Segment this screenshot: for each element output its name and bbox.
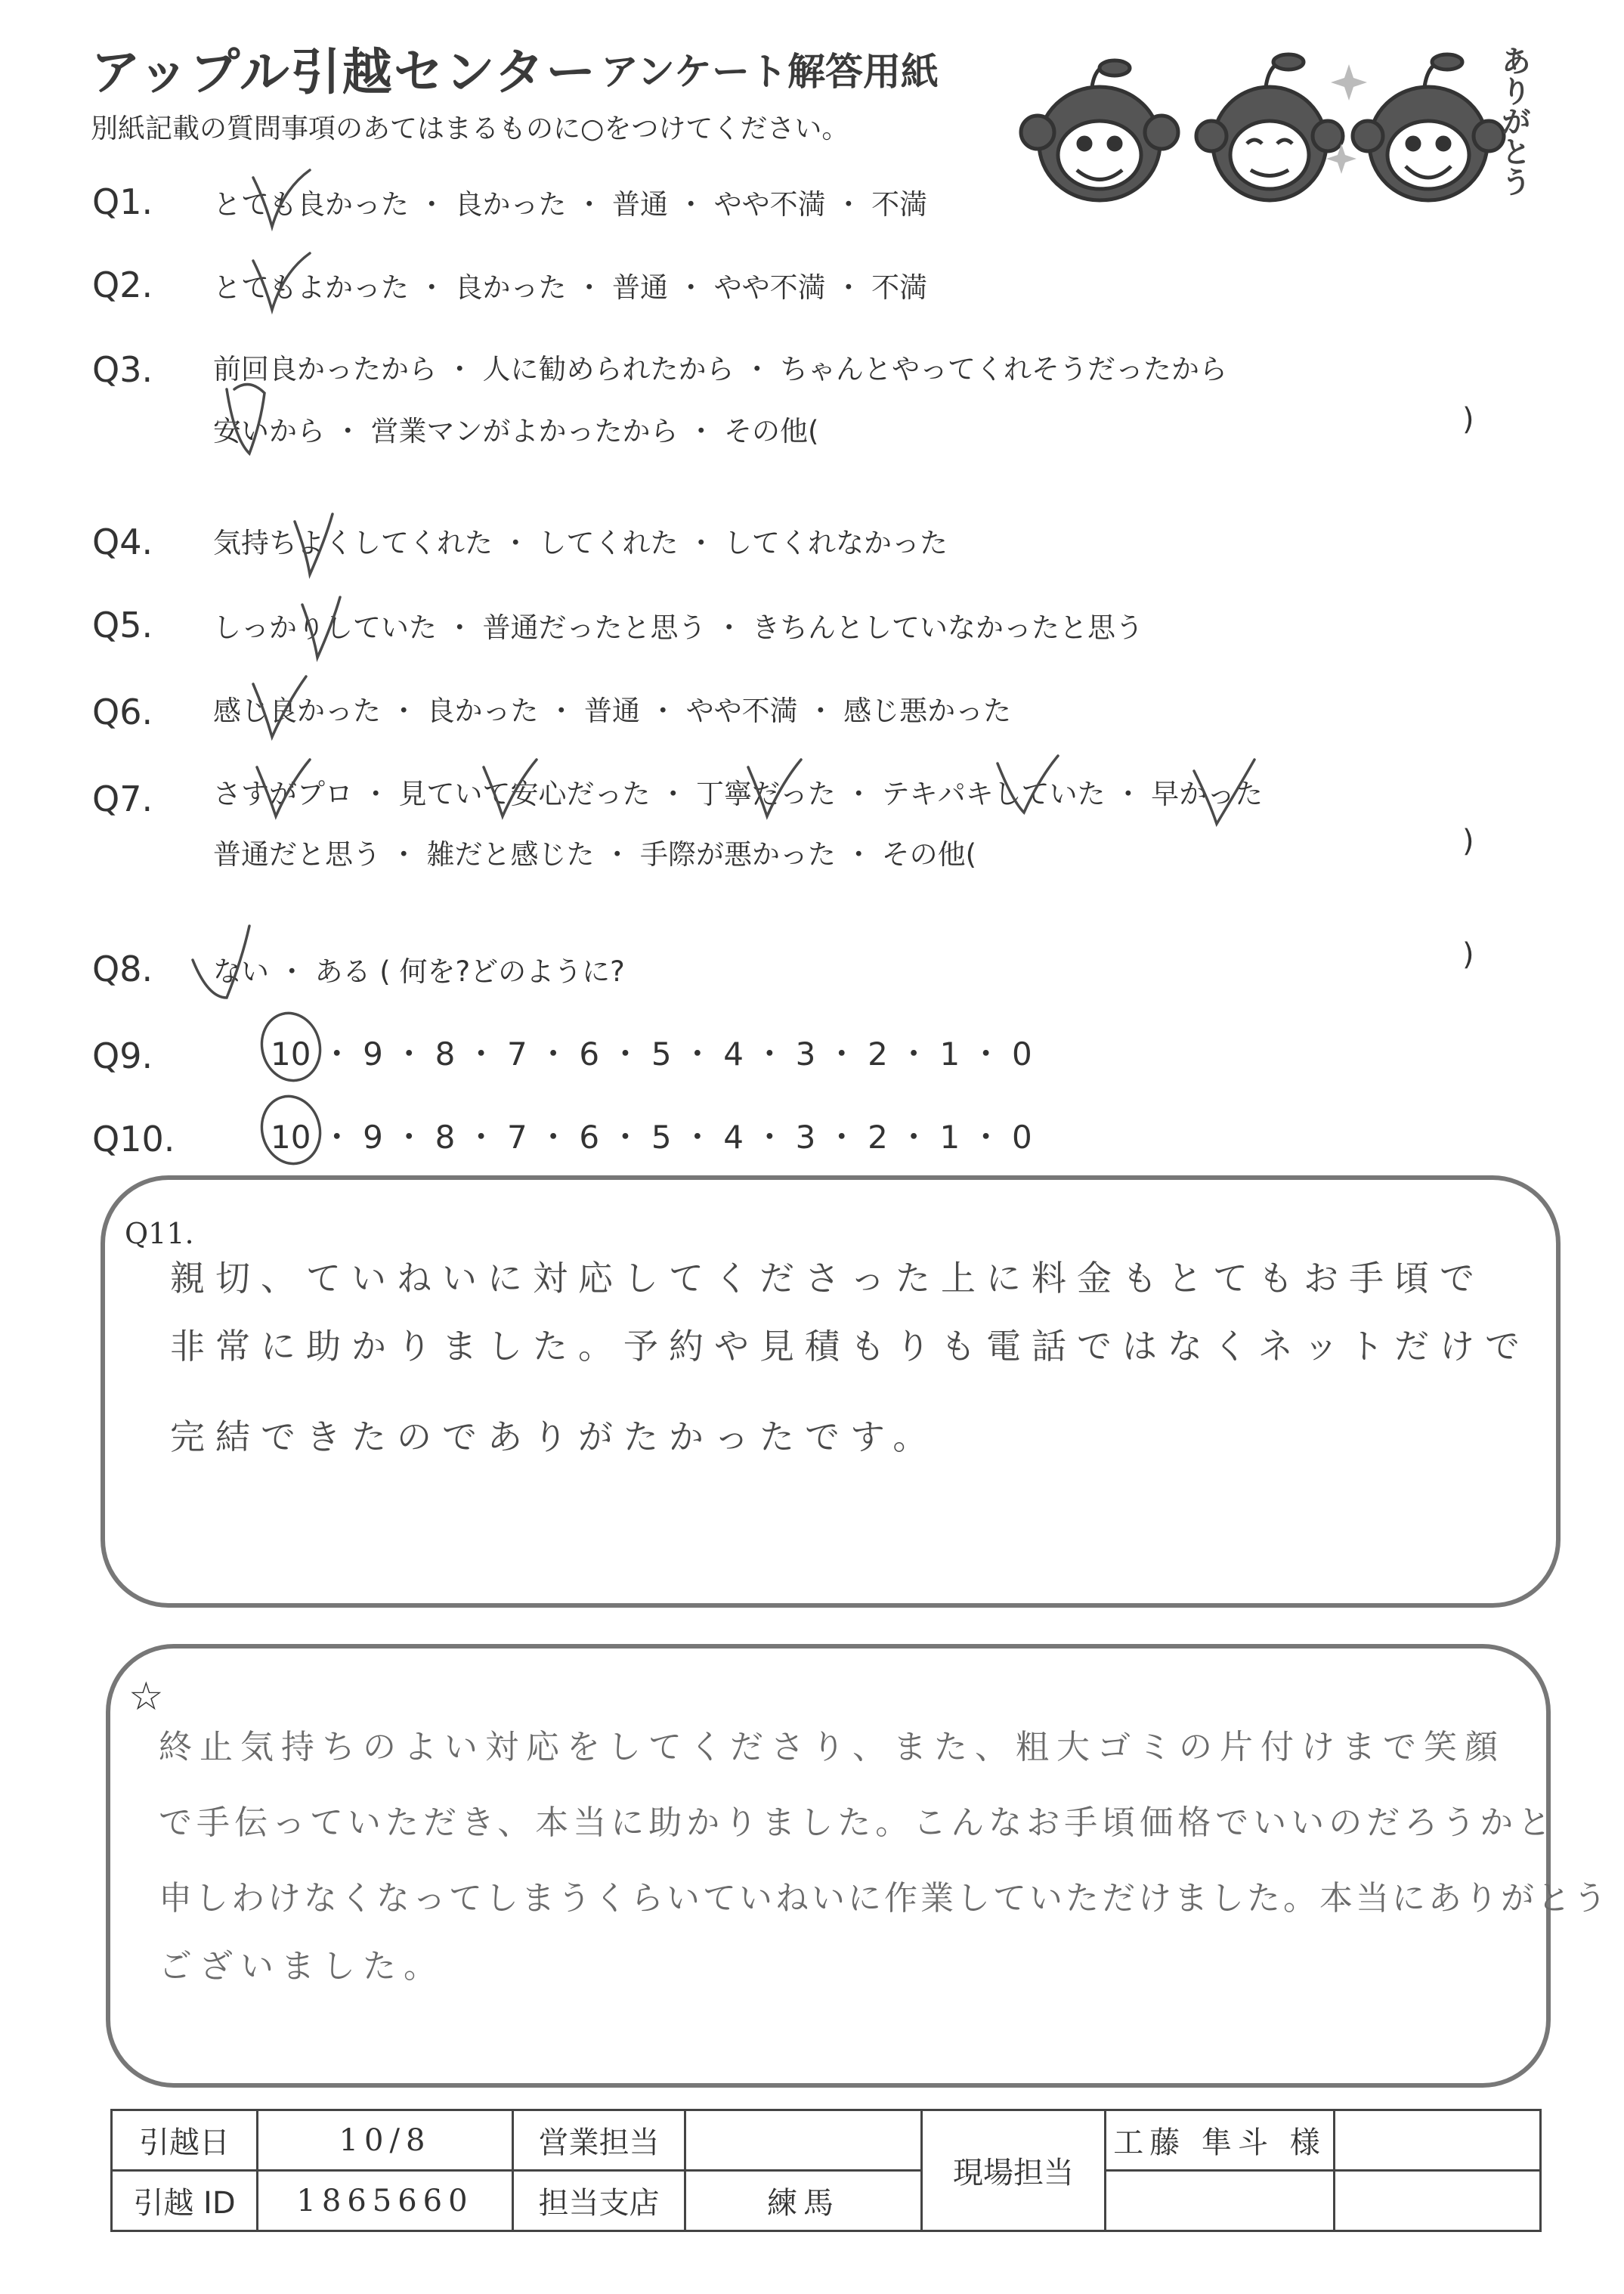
q5-label: Q5. [92, 605, 153, 645]
q11-line-1: 親切、ていねいに対応してくださった上に料金もとてもお手頃で [170, 1258, 1485, 1299]
q10-label: Q10. [92, 1119, 175, 1159]
q3-options-line1[interactable]: 前回良かったから ・ 人に勧められたから ・ ちゃんとやってくれそうだったから [213, 353, 1228, 385]
q6-label: Q6. [92, 692, 153, 732]
sales-value [685, 2110, 922, 2171]
q9-circle-mark [255, 1007, 328, 1088]
q3-options-line2[interactable]: 安いから ・ 営業マンがよかったから ・ その他( [213, 415, 819, 447]
move-id-value: 1865660 [258, 2171, 513, 2231]
move-date-value: 10/8 [258, 2110, 513, 2171]
q8-check-mark [193, 926, 249, 998]
q7-label: Q7. [92, 779, 153, 819]
q4-check-mark [295, 514, 333, 574]
empty-cell-1 [1335, 2110, 1541, 2171]
q6-check-mark [253, 676, 306, 737]
q9-label: Q9. [92, 1036, 153, 1076]
form-title: アンケート解答用紙 [601, 50, 939, 94]
q4-options[interactable]: 気持ちよくしてくれた ・ してくれた ・ してくれなかった [213, 527, 948, 559]
q7-options-line2[interactable]: 普通だと思う ・ 雑だと感じた ・ 手際が悪かった ・ その他( [213, 838, 977, 871]
q7-check-mark-4 [998, 756, 1058, 813]
q2-label: Q2. [92, 265, 153, 305]
q11-comment-box [101, 1175, 1561, 1608]
q11-label: Q11. [125, 1217, 194, 1250]
q4-label: Q4. [92, 522, 153, 562]
empty-cell-3 [1335, 2171, 1541, 2231]
q5-options[interactable]: しっかりしていた ・ 普通だったと思う ・ きちんとしていなかったと思う [213, 611, 1144, 644]
footer-info-table [110, 2109, 1542, 2232]
q8-options[interactable]: ない ・ ある ( 何を?どのように? [213, 955, 625, 988]
star-line-2: で手伝っていただき、本当に助かりました。こんなお手頃価格でいいのだろうかと [159, 1803, 1556, 1842]
star-line-4: ございました。 [159, 1947, 444, 1986]
q11-line-2: 非常に助かりました。予約や見積もりも電話ではなくネットだけで [170, 1326, 1530, 1367]
q9-score-options[interactable]: 10 ・ 9 ・ 8 ・ 7 ・ 6 ・ 5 ・ 4 ・ 3 ・ 2 ・ 1 ・ 0 [271, 1036, 1032, 1073]
q1-label: Q1. [92, 181, 153, 222]
star-icon: ☆ [128, 1674, 164, 1720]
q7-close-paren: ) [1462, 824, 1474, 859]
q6-options[interactable]: 感じ良かった ・ 良かった ・ 普通 ・ やや不満 ・ 感じ悪かった [213, 695, 1012, 727]
branch-label: 担当支店 [513, 2171, 685, 2231]
q10-circle-mark [255, 1090, 328, 1171]
instruction-text: 別紙記載の質問事項のあてはまるものに○をつけてください。 [91, 113, 849, 144]
move-date-label: 引越日 [112, 2110, 258, 2171]
q7-check-mark-5 [1194, 760, 1254, 824]
star-line-1: 終止気持ちのよい対応をしてくださり、また、粗大ゴミの片付けまで笑顔 [159, 1728, 1505, 1766]
q8-label: Q8. [92, 949, 153, 989]
site-staff-label: 現場担当 [922, 2110, 1106, 2231]
q8-close-paren: ) [1462, 937, 1474, 972]
branch-value: 練馬 [685, 2171, 922, 2231]
q5-check-mark [302, 597, 340, 658]
empty-cell-2 [1106, 2171, 1335, 2231]
star-comment-box [106, 1644, 1551, 2088]
q11-line-3: 完結できたのでありがたかったです。 [170, 1416, 939, 1457]
q1-check-mark [253, 170, 310, 227]
q2-options[interactable]: とてもよかった ・ 良かった ・ 普通 ・ やや不満 ・ 不満 [213, 271, 928, 304]
q7-check-mark-1 [257, 760, 310, 816]
move-id-label: 引越 ID [112, 2171, 258, 2231]
q3-close-paren: ) [1462, 402, 1474, 437]
q7-options-line1[interactable]: さすがプロ ・ 見ていて安心だった ・ 丁寧だった ・ テキパキしていた ・ 早かった [213, 778, 1264, 810]
q10-score-options[interactable]: 10 ・ 9 ・ 8 ・ 7 ・ 6 ・ 5 ・ 4 ・ 3 ・ 2 ・ 1 ・ 0 [271, 1119, 1032, 1156]
q7-check-mark-2 [484, 760, 537, 816]
star-line-3: 申しわけなくなってしまうくらいていねいに作業していただけました。本当にありがとう [159, 1879, 1610, 1918]
q7-check-mark-3 [748, 760, 801, 816]
q1-options[interactable]: とても良かった ・ 良かった ・ 普通 ・ やや不満 ・ 不満 [213, 188, 928, 221]
mascot-thanks-text: ありがとう [1496, 45, 1531, 197]
site-staff-value: 工藤 隼斗 様 [1106, 2110, 1335, 2171]
q3-label: Q3. [92, 349, 153, 390]
sales-label: 営業担当 [513, 2110, 685, 2171]
q2-check-mark [253, 253, 310, 310]
q3-circle-mark [227, 385, 264, 454]
company-name: アップル引越センター [91, 43, 598, 101]
